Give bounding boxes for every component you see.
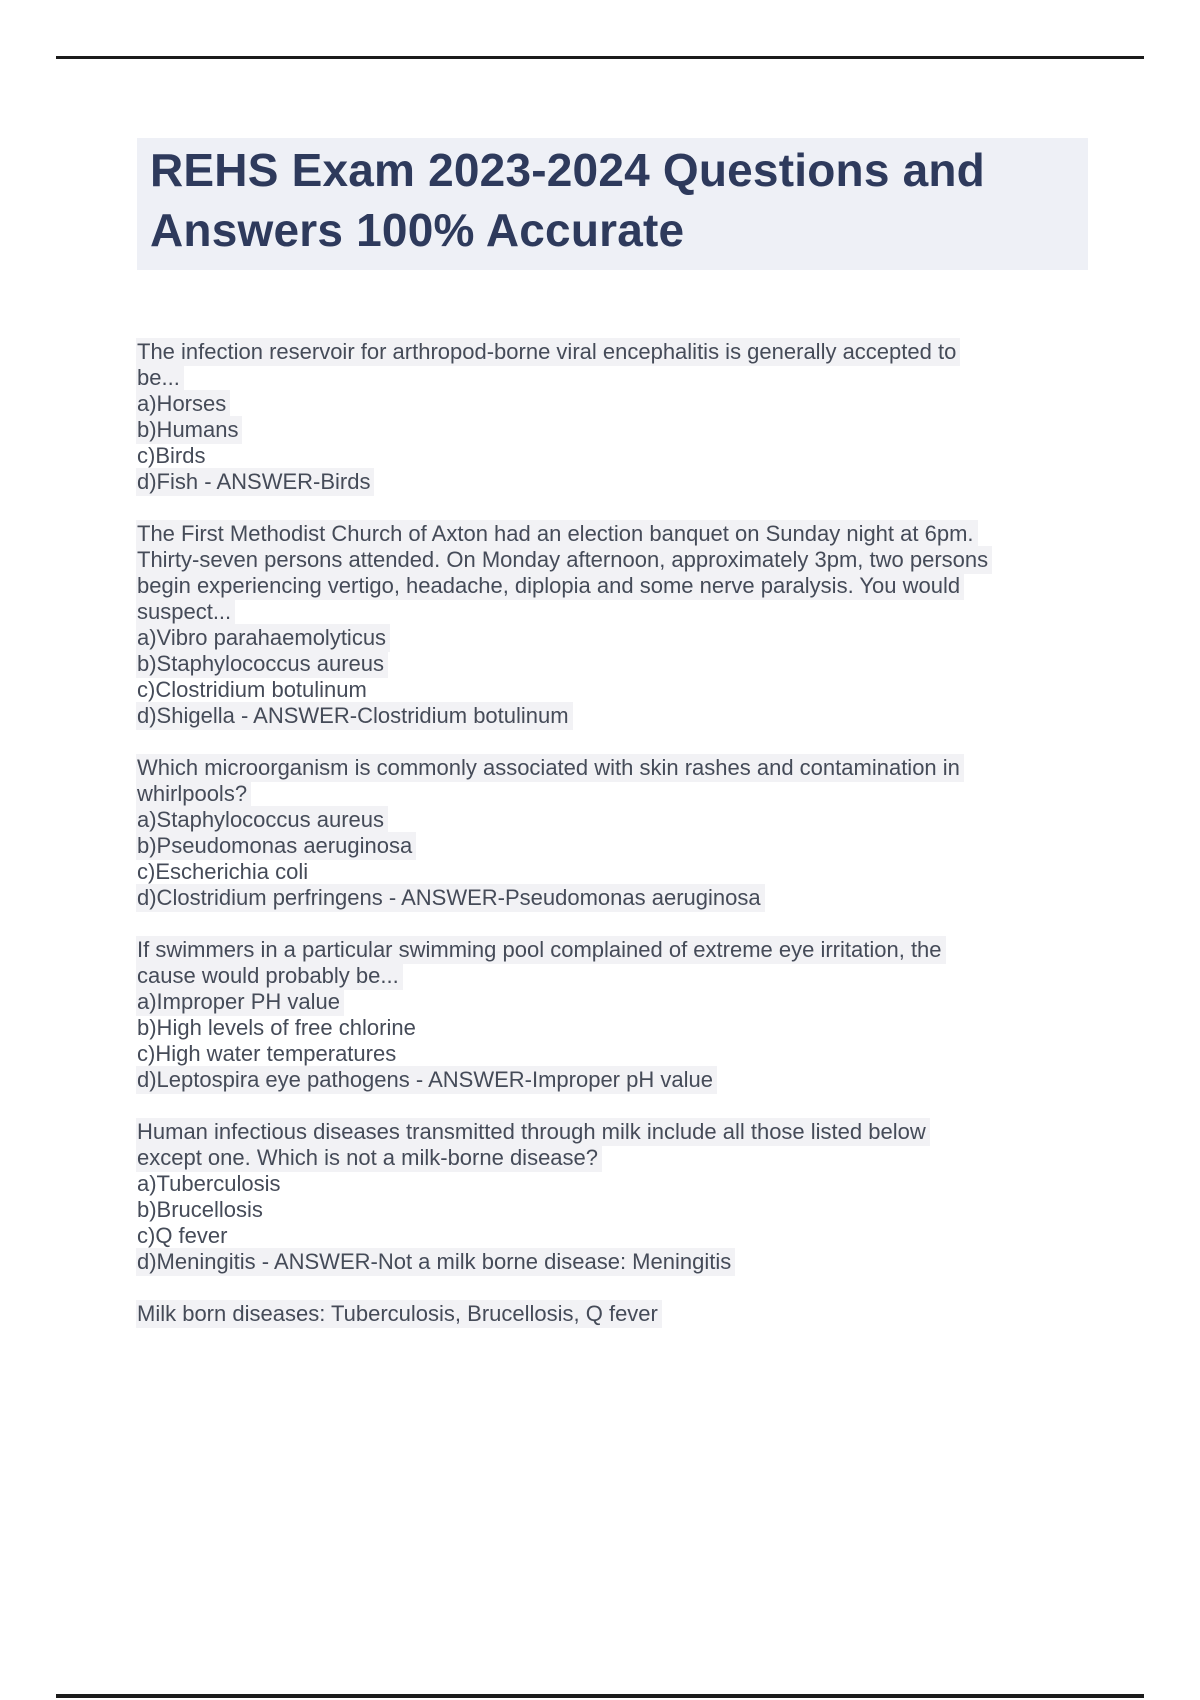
question-block xyxy=(137,1119,1117,1275)
document-line-text: a)Tuberculosis xyxy=(137,1171,281,1196)
document-line xyxy=(137,989,1117,1015)
document-line-text: b)Pseudomonas aeruginosa xyxy=(136,832,416,860)
document-line-text: d)Shigella - ANSWER-Clostridium botulinum xyxy=(136,702,573,730)
document-line-text: a)Horses xyxy=(136,390,230,418)
document-line-text: b)Humans xyxy=(136,416,242,444)
document-line xyxy=(137,1015,1117,1041)
document-line xyxy=(137,599,1117,625)
document-line-text: a)Staphylococcus aureus xyxy=(136,806,388,834)
document-line-text: a)Improper PH value xyxy=(136,988,344,1016)
document-line-text: c)Escherichia coli xyxy=(137,859,309,884)
document-line xyxy=(137,781,1117,807)
document-line xyxy=(137,547,1117,573)
document-line xyxy=(137,1249,1117,1275)
question-block xyxy=(137,755,1117,911)
document-line-text: The infection reservoir for arthropod-borne viral encephalitis is generally accepted to xyxy=(136,338,960,366)
document-line xyxy=(137,885,1117,911)
document-line xyxy=(137,1223,1117,1249)
document-line-text: whirlpools? xyxy=(136,780,251,808)
document-line-text: Which microorganism is commonly associated with skin rashes and contamination in xyxy=(136,754,964,782)
document-line-text: c)Q fever xyxy=(137,1223,228,1248)
document-line xyxy=(137,469,1117,495)
document-line xyxy=(137,755,1117,781)
document-line xyxy=(137,573,1117,599)
document-line-text: If swimmers in a particular swimming pool complained of extreme eye irritation, the xyxy=(136,936,946,964)
document-line xyxy=(137,1301,1117,1327)
document-line-text: cause would probably be... xyxy=(136,962,403,990)
document-title-highlight xyxy=(137,138,1088,270)
document-line xyxy=(137,365,1117,391)
top-rule xyxy=(56,56,1144,59)
document-line-text: Thirty-seven persons attended. On Monday afternoon, approximately 3pm, two persons xyxy=(136,546,992,574)
document-line-text: c)Birds xyxy=(137,443,206,468)
document-line-text: suspect... xyxy=(136,598,235,626)
document-line-text: The First Methodist Church of Axton had an election banquet on Sunday night at 6pm. xyxy=(136,520,978,548)
document-line xyxy=(137,703,1117,729)
document-line xyxy=(137,443,1117,469)
document-line-text: d)Leptospira eye pathogens - ANSWER-Improper pH value xyxy=(136,1066,717,1094)
document-title-line-2: Answers 100% Accurate xyxy=(150,204,685,256)
document-line-text: except one. Which is not a milk-borne disease? xyxy=(136,1144,602,1172)
question-block xyxy=(137,937,1117,1093)
document-title-line-1: REHS Exam 2023-2024 Questions and xyxy=(150,144,985,196)
document-line xyxy=(137,339,1117,365)
document-line-text: begin experiencing vertigo, headache, diplopia and some nerve paralysis. You would xyxy=(136,572,964,600)
question-block xyxy=(137,1301,1117,1327)
document-line xyxy=(137,963,1117,989)
document-line xyxy=(137,651,1117,677)
question-block xyxy=(137,521,1117,729)
document-line xyxy=(137,1041,1117,1067)
document-line xyxy=(137,1197,1117,1223)
document-line-text: d)Meningitis - ANSWER-Not a milk borne disease: Meningitis xyxy=(136,1248,735,1276)
document-line-text: b)Brucellosis xyxy=(137,1197,263,1222)
document-line-text: c)Clostridium botulinum xyxy=(137,677,367,702)
document-line-text: d)Clostridium perfringens - ANSWER-Pseudomonas aeruginosa xyxy=(136,884,765,912)
document-body xyxy=(137,339,1117,1353)
document-line xyxy=(137,677,1117,703)
document-line xyxy=(137,625,1117,651)
document-line xyxy=(137,521,1117,547)
document-line xyxy=(137,1067,1117,1093)
document-line-text: a)Vibro parahaemolyticus xyxy=(136,624,390,652)
bottom-rule xyxy=(56,1694,1144,1698)
document-line-text: b)Staphylococcus aureus xyxy=(136,650,388,678)
document-line-text: Human infectious diseases transmitted through milk include all those listed below xyxy=(136,1118,930,1146)
document-line xyxy=(137,417,1117,443)
document-line-text: be... xyxy=(136,364,184,392)
document-line-text: c)High water temperatures xyxy=(137,1041,397,1066)
document-line xyxy=(137,391,1117,417)
document-line-text: Milk born diseases: Tuberculosis, Brucellosis, Q fever xyxy=(136,1300,662,1328)
question-block xyxy=(137,339,1117,495)
document-line xyxy=(137,1119,1117,1145)
document-line xyxy=(137,859,1117,885)
document-line-text: b)High levels of free chlorine xyxy=(137,1015,416,1040)
document-line xyxy=(137,1145,1117,1171)
document-line xyxy=(137,1171,1117,1197)
document-line xyxy=(137,807,1117,833)
document-line xyxy=(137,833,1117,859)
document-line xyxy=(137,937,1117,963)
document-line-text: d)Fish - ANSWER-Birds xyxy=(136,468,374,496)
